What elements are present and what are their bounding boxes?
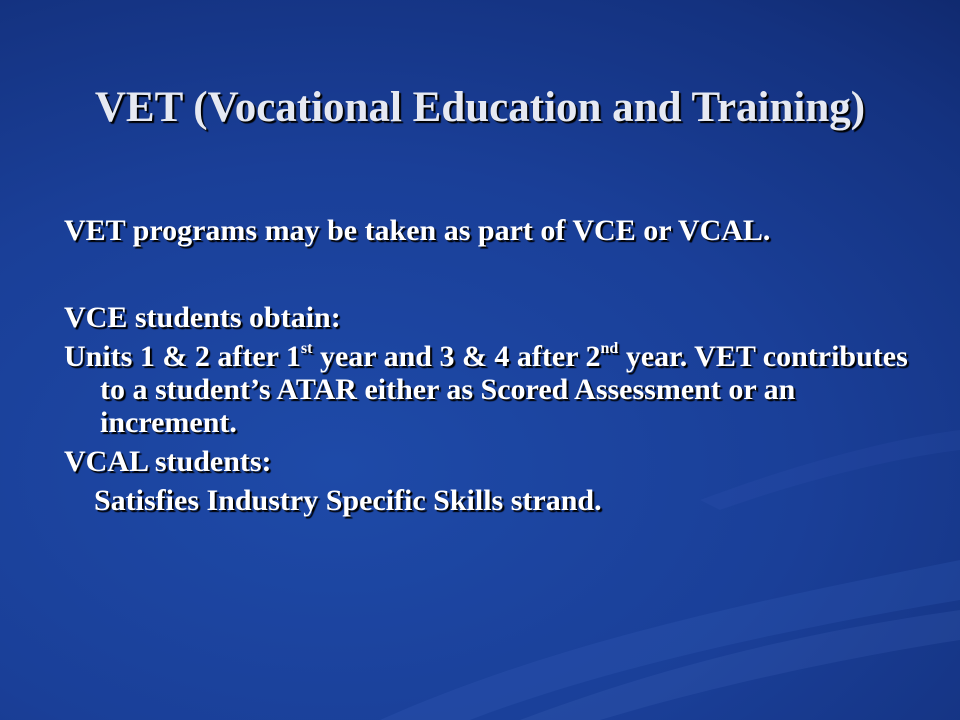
ordinal-superscript-st: st (300, 340, 313, 357)
ordinal-superscript-nd: nd (600, 340, 619, 357)
paragraph-vcal-satisfies: Satisfies Industry Specific Skills strand. (94, 484, 602, 517)
units-text-b: year and 3 & 4 after 2 (312, 340, 601, 373)
units-text-a: Units 1 & 2 after 1 (64, 340, 301, 373)
slide-body (64, 214, 934, 517)
paragraph-vet-programs: VET programs may be taken as part of VCE or VCAL. (64, 214, 771, 247)
units-text-c: year. VET contributes to a student’s ATAR either as Scored Assessment or an increment. (100, 340, 908, 439)
slide-title: VET (Vocational Education and Training) (94, 84, 866, 131)
paragraph-vcal-students-heading: VCAL students: (64, 445, 272, 478)
paragraph-vce-units (64, 340, 934, 439)
paragraph-vce-students-heading: VCE students obtain: (64, 301, 341, 334)
